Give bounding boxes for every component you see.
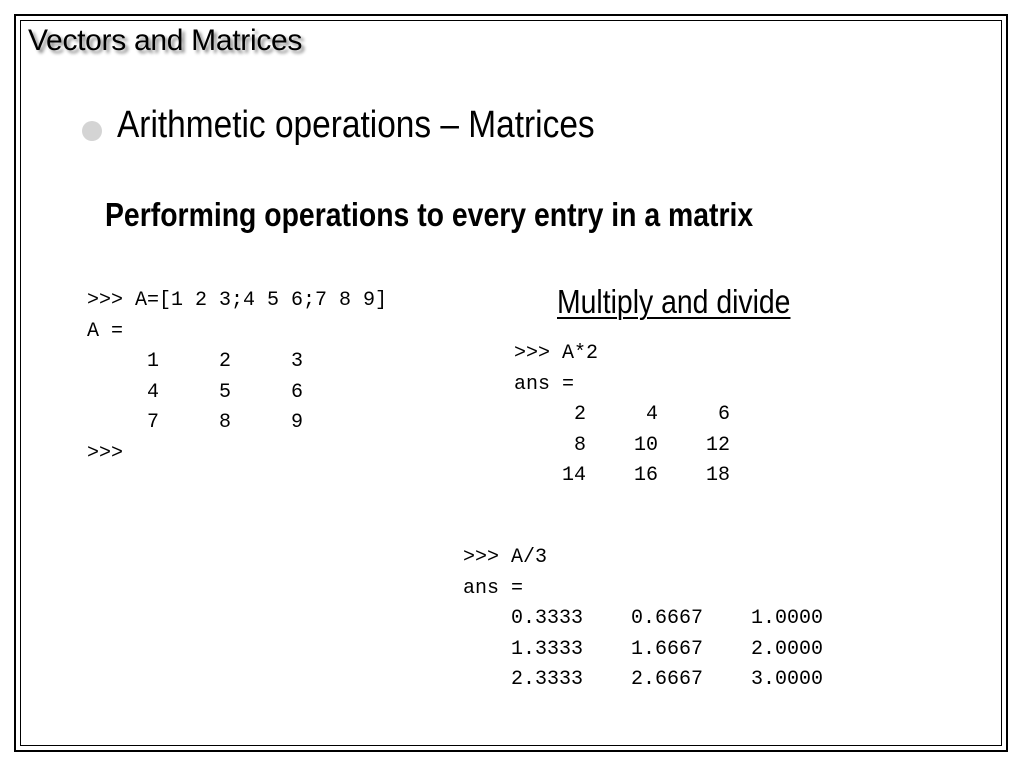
code-block-matrix-definition (87, 286, 387, 469)
code-line: >>> A/3 (463, 546, 548, 569)
code-line: >>> (87, 441, 124, 465)
code-line: ans = (463, 576, 524, 600)
code-line: A = (87, 319, 124, 343)
code-line: 8 10 12 (514, 433, 731, 457)
section-heading-multiply-divide: Multiply and divide (557, 283, 791, 320)
code-line: 2 4 6 (514, 403, 731, 426)
code-block-divide (463, 543, 823, 696)
code-line: 7 8 9 (87, 411, 304, 434)
code-line: ans = (514, 372, 575, 396)
code-block-multiply (514, 339, 730, 492)
code-line: >>> A*2 (514, 342, 599, 365)
subheading: Performing operations to every entry in a matrix (105, 196, 754, 233)
code-line: 4 5 6 (87, 380, 304, 404)
slide-title: Vectors and Matrices (28, 24, 303, 57)
code-line: >>> A=[1 2 3;4 5 6;7 8 9] (87, 289, 388, 312)
code-line: 2.3333 2.6667 3.0000 (463, 668, 824, 691)
code-line: 1 2 3 (87, 350, 304, 373)
code-line: 14 16 18 (514, 464, 731, 487)
bullet-dot-icon (82, 121, 102, 141)
code-line: 0.3333 0.6667 1.0000 (463, 607, 824, 630)
code-line: 1.3333 1.6667 2.0000 (463, 637, 824, 661)
bullet-text: Arithmetic operations – Matrices (117, 104, 595, 146)
